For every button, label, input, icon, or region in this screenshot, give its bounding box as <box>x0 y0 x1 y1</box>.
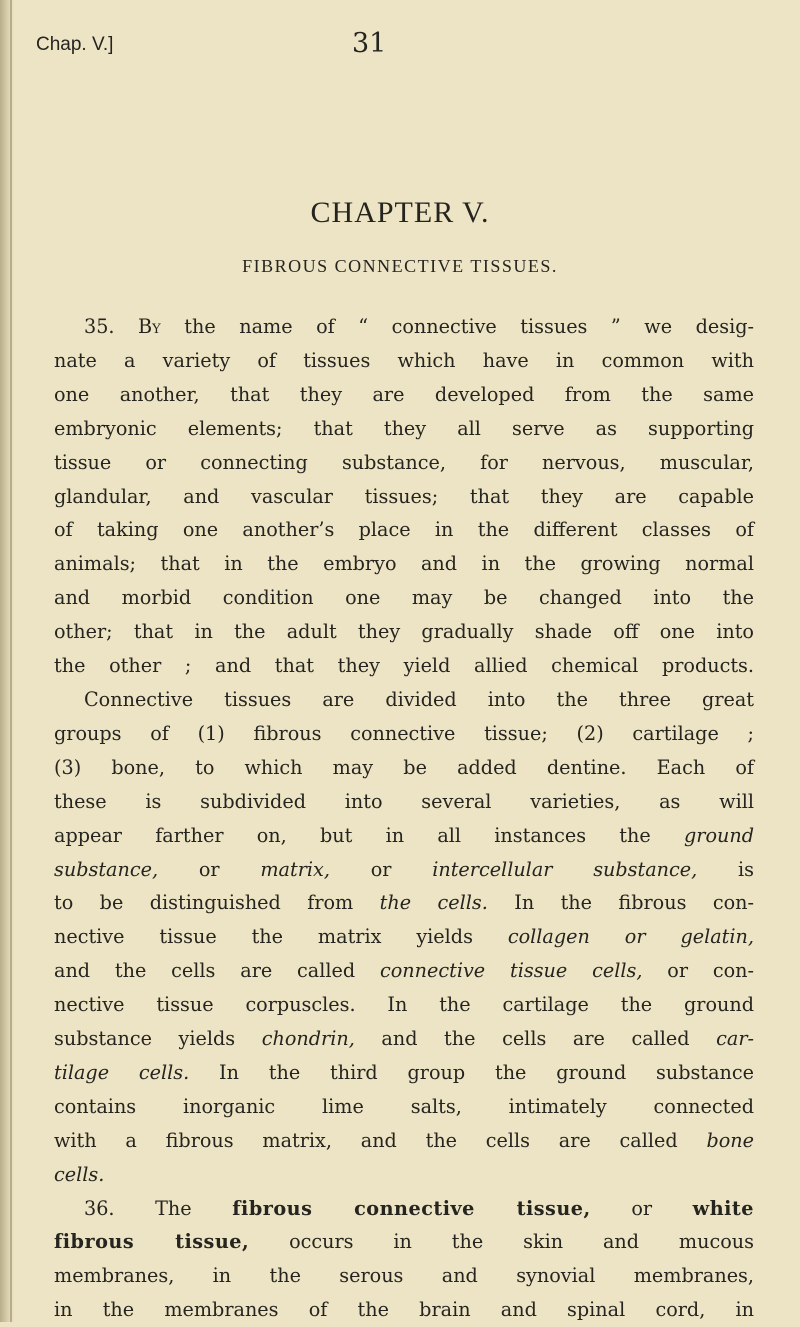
paragraph-36 <box>54 1192 754 1327</box>
text-fragment: with a fibrous matrix, and the cells are called <box>54 1128 678 1152</box>
text-line: in the membranes of the brain and spinal cord, in <box>54 1298 754 1322</box>
running-head-chapter: Chap. V.] <box>36 34 114 55</box>
bold-term: fibrous tissue, <box>54 1230 250 1254</box>
italic-term: matrix, <box>260 857 330 881</box>
text-line <box>54 1158 754 1192</box>
text-line: nective tissue corpuscles. In the cartilage the ground <box>54 993 754 1017</box>
text-fragment: and the cells are called <box>381 1027 690 1051</box>
text-line <box>54 819 754 853</box>
chapter-subtitle: FIBROUS CONNECTIVE TISSUES. <box>242 256 558 276</box>
text-line <box>54 1225 754 1259</box>
italic-term: gelatin, <box>680 925 754 949</box>
text-line: other; that in the adult they gradually shade off one into <box>54 620 754 644</box>
text-fragment: is <box>738 857 755 881</box>
italic-term: car- <box>716 1027 754 1051</box>
text-line <box>54 853 754 887</box>
text-fragment: In the third group the ground substance <box>219 1060 754 1084</box>
text-line: glandular, and vascular tissues; that they are capable <box>54 484 754 508</box>
text-line: one another, that they are developed from the same <box>54 382 754 406</box>
text-line: embryonic elements; that they all serve as supporting <box>54 416 754 440</box>
running-head <box>36 28 396 68</box>
italic-term: tilage cells. <box>54 1060 190 1084</box>
italic-term: the cells. <box>379 891 488 915</box>
paragraph-connective-groups <box>54 683 754 1192</box>
italic-term: ground <box>683 823 754 847</box>
text-fragment: to be distinguished from <box>54 891 354 915</box>
text-line: animals; that in the embryo and in the growing normal <box>54 552 754 576</box>
paragraph-number: 35. <box>84 315 115 338</box>
page-number: 31 <box>352 28 387 59</box>
text-line <box>54 1192 754 1226</box>
text-fragment: or <box>624 925 646 949</box>
text-line: contains inorganic lime salts, intimately connected <box>54 1094 754 1118</box>
italic-term: connective tissue cells, <box>380 959 643 983</box>
text-line: and morbid condition one may be changed into the <box>54 586 754 610</box>
text-line: nate a variety of tissues which have in common with <box>54 348 754 372</box>
bold-term: fibrous connective tissue, <box>232 1196 591 1220</box>
text-fragment: occurs in the skin and mucous <box>289 1230 754 1254</box>
text-fragment: appear farther on, but in all instances the <box>54 823 651 847</box>
text-line: these is subdivided into several varieties, as will <box>54 789 754 813</box>
body-text <box>54 310 754 1327</box>
italic-term: intercellular substance, <box>432 857 698 881</box>
text-fragment: and the cells are called <box>54 959 356 983</box>
text-fragment: substance yields <box>54 1027 236 1051</box>
text-line <box>54 1022 754 1056</box>
text-fragment: In the fibrous con- <box>514 891 754 915</box>
text-line: tissue or connecting substance, for nervous, muscular, <box>54 450 754 474</box>
text-line <box>54 954 754 988</box>
paragraph-35 <box>54 310 754 683</box>
text-line: (3) bone, to which may be added dentine. Each of <box>54 755 754 779</box>
text-line: of taking one another’s place in the different classes of <box>54 518 754 542</box>
text-fragment: 36. The <box>84 1196 192 1220</box>
italic-term: bone <box>706 1128 754 1152</box>
text-fragment: the name of “ connective tissues ” we desig- <box>184 315 754 338</box>
italic-term: chondrin, <box>261 1027 355 1051</box>
text-fragment: or <box>631 1196 653 1220</box>
text-line <box>54 1056 754 1090</box>
text-line: groups of (1) fibrous connective tissue; (2) cartilage ; <box>54 721 754 745</box>
italic-term: collagen <box>507 925 590 949</box>
bold-term: white <box>692 1196 754 1220</box>
text-line <box>54 1124 754 1158</box>
text-fragment: or <box>370 857 392 881</box>
text-line: Connective tissues are divided into the three great <box>84 687 754 711</box>
chapter-title: CHAPTER V. <box>310 196 490 229</box>
text-fragment: or <box>198 857 220 881</box>
text-line: the other ; and that they yield allied chemical products. <box>54 654 754 678</box>
italic-term: cells. <box>54 1162 105 1186</box>
text-fragment: or con- <box>667 959 754 983</box>
text-line: membranes, in the serous and synovial membranes, <box>54 1264 754 1288</box>
italic-term: substance, <box>54 857 159 881</box>
text-line <box>54 920 754 954</box>
text-fragment: nective tissue the matrix yields <box>54 925 473 949</box>
text-line <box>54 310 754 344</box>
text-line <box>54 886 754 920</box>
lead-word: By <box>138 315 161 338</box>
